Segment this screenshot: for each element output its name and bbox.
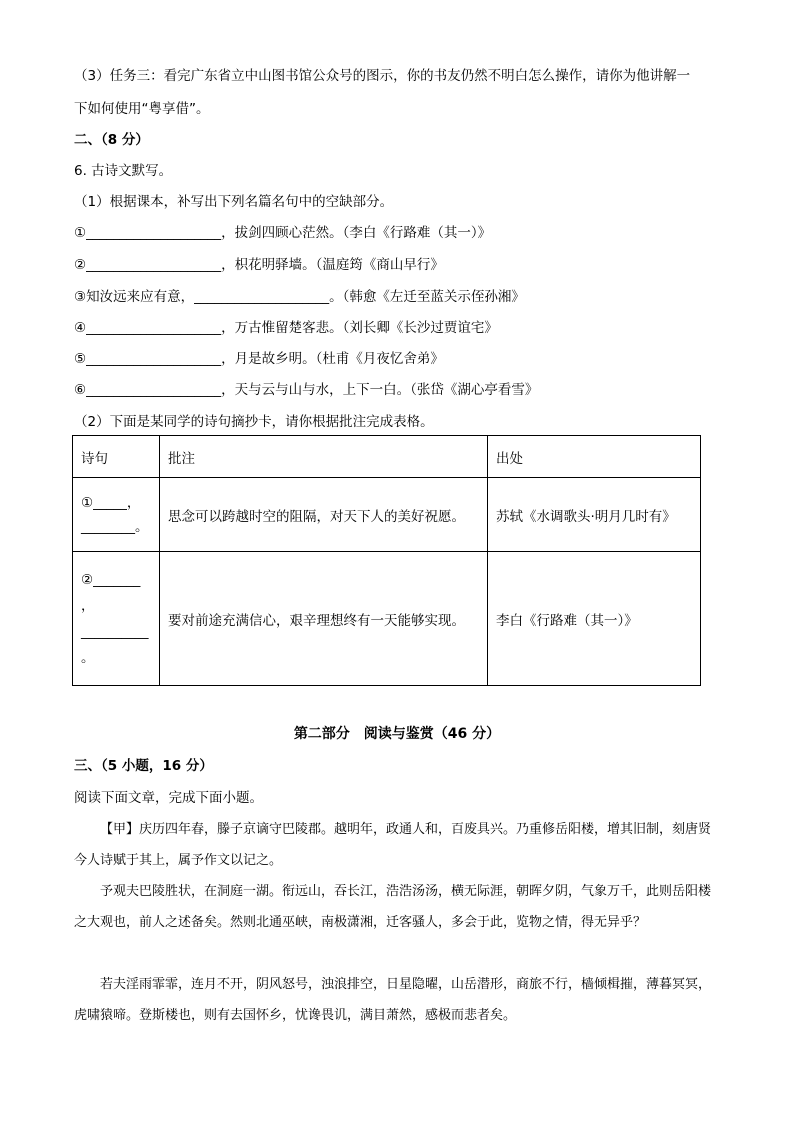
row1-poem-cell (73, 478, 160, 552)
row1-note: 思念可以跨越时空的阻隔，对天下人的美好祝愿。 (160, 478, 488, 552)
section3-heading: 三、（5 小题，16 分） (74, 758, 213, 774)
section2-heading: 二、（8 分） (74, 132, 149, 148)
row2-poem-b: ， (81, 597, 95, 614)
row2-poem-d: 。 (81, 649, 95, 666)
reading-instruction: 阅读下面文章，完成下面小题。 (74, 790, 263, 806)
table-row (73, 478, 701, 552)
row1-poem-a: ①_____， (81, 494, 141, 511)
fill-item-5: ⑤____________________，月是故乡明。（杜甫《月夜忆舍弟》 (74, 351, 444, 367)
header-note: 批注 (160, 436, 488, 478)
table-header-row (73, 436, 701, 478)
row2-poem-c: __________ (81, 623, 149, 640)
poem-card-table (72, 435, 701, 686)
part2-title: 第二部分 阅读与鉴赏（46 分） (293, 726, 501, 742)
fill-item-3: ③知汝远来应有意，____________________。（韩愈《左迁至蓝关示侄孙湘》 (74, 289, 525, 305)
passage-paragraph-2: 予观夫巴陵胜状，在洞庭一湖。衔远山，吞长江，浩浩汤汤，横无际涯，朝晖夕阴，气象万千，此则岳阳楼之大观也，前人之述备矣。然则北通巫峡，南极潇湘，迁客骚人，多会于此，览物之情，得无异乎？ (74, 884, 712, 930)
header-source: 出处 (488, 436, 701, 478)
sub-question-1: （1）根据课本，补写出下列名篇名句中的空缺部分。 (74, 194, 394, 210)
fill-item-1: ①____________________，拔剑四顾心茫然。（李白《行路难（其一）》 (74, 225, 492, 241)
fill-item-2: ②____________________，枳花明驿墙。（温庭筠《商山早行》 (74, 257, 444, 273)
row2-note: 要对前途充满信心，艰辛理想终有一天能够实现。 (160, 552, 488, 686)
task3-line1: （3）任务三：看完广东省立中山图书馆公众号的图示，你的书友仍然不明白怎么操作，请你为他讲解一 (74, 68, 691, 84)
fill-item-4: ④____________________，万古惟留楚客悲。（刘长卿《长沙过贾谊宅》 (74, 320, 498, 336)
task3-line2: 下如何使用“粤享借”。 (74, 101, 210, 117)
row1-poem-b: ________。 (81, 518, 149, 535)
row1-source: 苏轼《水调歌头·明月几时有》 (488, 478, 701, 552)
fill-item-6: ⑥____________________，天与云与山与水，上下一白。（张岱《湖心亭看雪》 (74, 382, 539, 398)
row2-poem-a: ②_______ (81, 571, 141, 588)
table-row (73, 552, 701, 686)
row2-source: 李白《行路难（其一）》 (488, 552, 701, 686)
passage-paragraph-3: 若夫淫雨霏霏，连月不开，阴风怒号，浊浪排空，日星隐曜，山岳潜形，商旅不行，樯倾楫摧，薄暮冥冥，虎啸猿啼。登斯楼也，则有去国怀乡，忧谗畏讥，满目萧然，感极而悲者矣。 (74, 977, 712, 1023)
header-poem: 诗句 (73, 436, 160, 478)
question-6: 6. 古诗文默写。 (74, 163, 173, 179)
passage-paragraph-1: 【甲】庆历四年春，滕子京谪守巴陵郡。越明年，政通人和，百废具兴。乃重修岳阳楼，增其旧制，刻唐贤今人诗赋于其上，属予作文以记之。 (74, 822, 712, 868)
sub-question-2: （2）下面是某同学的诗句摘抄卡，请你根据批注完成表格。 (74, 414, 434, 430)
row2-poem-cell (73, 552, 160, 686)
